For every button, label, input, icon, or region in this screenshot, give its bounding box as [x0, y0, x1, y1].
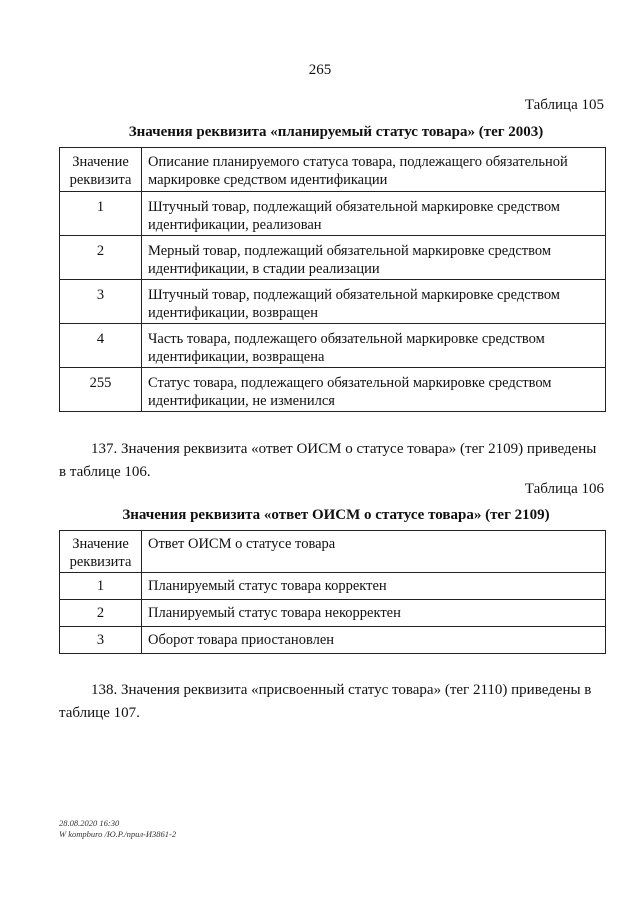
table-106-label: Таблица 106 — [524, 481, 604, 497]
description-cell — [142, 368, 606, 412]
table-row — [60, 236, 606, 280]
table-106-title: Значения реквизита «ответ ОИСМ о статусе товара» (тег 2109) — [122, 507, 550, 523]
value-cell: 1 — [60, 573, 142, 600]
description-cell — [142, 280, 606, 324]
header-text: реквизита — [69, 554, 132, 570]
header-text: реквизита — [69, 172, 132, 188]
description-line: идентификации, возвращен — [148, 305, 318, 321]
paragraph-line — [59, 679, 607, 702]
header-text: маркировке средством идентификации — [148, 172, 388, 188]
description-cell — [142, 627, 606, 654]
description-line: Мерный товар, подлежащий обязательной маркировке средством — [148, 243, 552, 259]
table-header-row — [60, 148, 606, 192]
description-cell — [142, 236, 606, 280]
value-cell: 2 — [60, 600, 142, 627]
description-line: идентификации, реализован — [148, 217, 322, 233]
description-line: Планируемый статус товара некорректен — [148, 605, 401, 621]
paragraph-line: таблице 107. — [59, 705, 140, 721]
description-cell — [142, 573, 606, 600]
table-header-row — [60, 531, 606, 573]
header-cell-description — [142, 531, 606, 573]
table-106 — [59, 530, 606, 654]
value-cell: 2 — [60, 236, 142, 280]
description-line: Штучный товар, подлежащий обязательной маркировке средством — [148, 287, 560, 303]
footer-date: 28.08.2020 16:30 — [59, 818, 120, 828]
page-number: 265 — [308, 62, 332, 78]
description-line: идентификации, в стадии реализации — [148, 261, 380, 277]
footer-file: W kompburo /Ю.Р./прил-И3861-2 — [59, 829, 177, 839]
table-105 — [59, 147, 606, 412]
description-line: Часть товара, подлежащего обязательной маркировке средством — [148, 331, 545, 347]
value-cell: 1 — [60, 192, 142, 236]
description-line: идентификации, возвращена — [148, 349, 325, 365]
table-row — [60, 600, 606, 627]
table-row — [60, 324, 606, 368]
description-line: Планируемый статус товара корректен — [148, 578, 387, 594]
header-text: Ответ ОИСМ о статусе товара — [148, 536, 336, 552]
table-row — [60, 627, 606, 654]
paragraph-line — [59, 438, 607, 461]
description-line: Штучный товар, подлежащий обязательной маркировке средством — [148, 199, 560, 215]
value-cell: 255 — [60, 368, 142, 412]
paragraph-text: 138. Значения реквизита «присвоенный статус товара» (тег 2110) приведены в — [91, 682, 592, 698]
table-row — [60, 280, 606, 324]
table-row — [60, 192, 606, 236]
table-105-title: Значения реквизита «планируемый статус товара» (тег 2003) — [128, 124, 544, 140]
header-text: Значение — [72, 536, 129, 552]
value-cell: 3 — [60, 280, 142, 324]
footer-stamp — [59, 818, 176, 840]
header-cell-value — [60, 148, 142, 192]
description-cell — [142, 600, 606, 627]
description-line: идентификации, не изменился — [148, 393, 335, 409]
description-cell — [142, 324, 606, 368]
paragraph-text: 137. Значения реквизита «ответ ОИСМ о статусе товара» (тег 2109) приведены — [91, 441, 597, 457]
table-105-label: Таблица 105 — [524, 97, 604, 113]
paragraph-line: в таблице 106. — [59, 464, 151, 480]
value-cell: 4 — [60, 324, 142, 368]
header-text: Значение — [72, 154, 129, 170]
header-cell-description — [142, 148, 606, 192]
value-cell: 3 — [60, 627, 142, 654]
paragraph-138 — [59, 679, 607, 725]
description-line: Оборот товара приостановлен — [148, 632, 335, 648]
description-cell — [142, 192, 606, 236]
header-text: Описание планируемого статуса товара, подлежащего обязательной — [148, 154, 568, 170]
table-row — [60, 573, 606, 600]
table-row — [60, 368, 606, 412]
description-line: Статус товара, подлежащего обязательной маркировке средством — [148, 375, 552, 391]
header-cell-value — [60, 531, 142, 573]
paragraph-137 — [59, 438, 607, 484]
